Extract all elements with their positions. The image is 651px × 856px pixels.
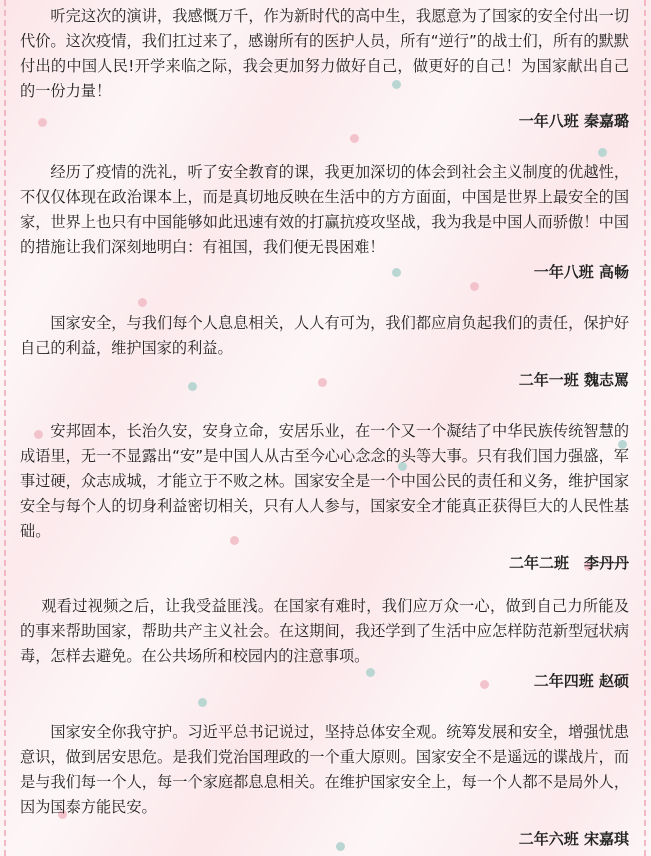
student-signature: 二年六班 宋嘉琪 bbox=[518, 830, 629, 848]
student-signature: 二年二班 李丹丹 bbox=[508, 554, 629, 572]
reflection-entry bbox=[20, 311, 629, 393]
reflection-text: 观看过视频之后，让我受益匪浅。在国家有难时，我们应万众一心，做到自己力所能及的事来帮助国家，帮助共产主义社会。在这期间，我还学到了生活中应怎样防范新型冠状病毒，怎样去避免。在公共场所和校园内的注意事项。 bbox=[20, 597, 629, 665]
reflection-text: 国家安全，与我们每个人息息相关，人人有可为，我们都应肩负起我们的责任，保护好自己的利益，维护国家的利益。 bbox=[20, 314, 629, 357]
reflection-entry bbox=[20, 594, 629, 694]
student-signature: 二年一班 魏志罵 bbox=[518, 371, 629, 389]
reflection-entry bbox=[20, 0, 629, 134]
reflection-entry bbox=[20, 160, 629, 285]
reflection-text: 安邦固本，长治久安，安身立命，安居乐业，在一个又一个凝结了中华民族传统智慧的成语里，无一不显露出“安”是中国人从古至今心心念念的头等大事。只有我们国力强盛，军事过硬，众志成城，才能立于不败之林。国家安全是一个中国公民的责任和义务，维护国家安全与每个人的切身利益密切相关，只有人人参与，国家安全才能真正获得巨大的人民性基础。 bbox=[20, 422, 629, 540]
reflection-text: 听完这次的演讲，我感慨万千，作为新时代的高中生，我愿意为了国家的安全付出一切代价。这次疫情，我们扛过来了，感谢所有的医护人员，所有“逆行”的战士们，所有的默默付出的中国人民!开学来临之际，我会更加努力做好自己，做更好的自己！为国家献出自己的一份力量！ bbox=[20, 7, 629, 100]
student-signature: 一年八班 高畅 bbox=[533, 263, 629, 281]
student-signature: 一年八班 秦嘉璐 bbox=[518, 112, 629, 130]
reflection-text: 经历了疫情的洗礼，听了安全教育的课，我更加深切的体会到社会主义制度的优越性，不仅仅体现在政治课本上，而是真切地反映在生活中的方方面面，中国是世界上最安全的国家，世界上也只有中国能够如此迅速有效的打赢抗疫攻坚战，我为我是中国人而骄傲！中国的措施让我们深刻地明白：有祖国，我们便无畏困难！ bbox=[20, 163, 629, 256]
reflection-entry bbox=[20, 419, 629, 576]
reflection-entry bbox=[20, 720, 629, 852]
student-signature: 二年四班 赵硕 bbox=[533, 672, 629, 690]
reflection-text: 国家安全你我守护。习近平总书记说过，坚持总体安全观。统筹发展和安全，增强忧患意识，做到居安思危。是我们党治国理政的一个重大原则。国家安全不是遥远的谍战片，而是与我们每一个人，每一个家庭都息息相关。在维护国家安全上，每一个人都不是局外人，因为国泰方能民安。 bbox=[20, 723, 629, 816]
